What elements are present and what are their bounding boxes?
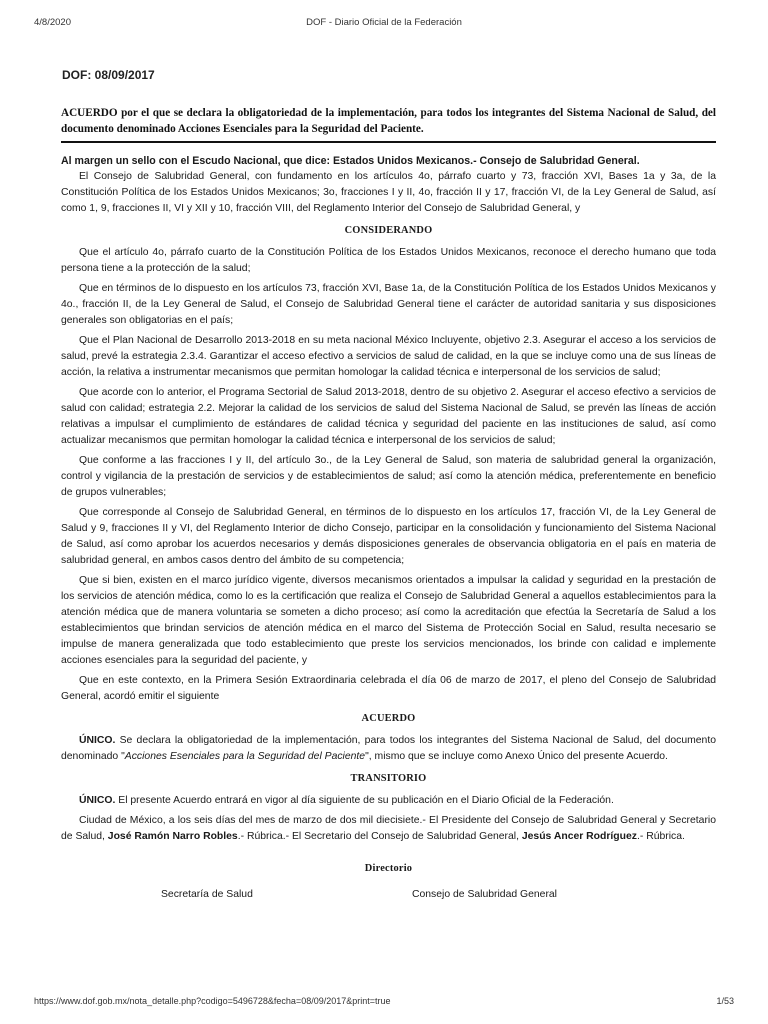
source-url: https://www.dof.gob.mx/nota_detalle.php?codigo=5496728&fecha=08/09/2017&print=true	[34, 996, 391, 1006]
unico-text: Se declara la obligatoriedad de la implementación, para todos los integrantes del Sistema Nacional de Salud, del documento denominado "	[61, 735, 716, 762]
considerando-paragraph: Que conforme a las fracciones I y II, del artículo 3o., de la Ley General de Salud, son materia de salubridad general la organización, control y vigilancia de la prestación de servicios y de establecimientos de salud; así como la atención médica, preferentemente en beneficio de grupos vulnerables;	[61, 455, 716, 498]
considerando-paragraph: Que el Plan Nacional de Desarrollo 2013-2018 en su meta nacional México Incluyente, objetivo 2.3. Asegurar el acceso a los servicios de salud, prevé la estrategia 2.3.4. Garantizar el acceso efectivo a servicios de salud de calidad, en la que se incluye como una de sus líneas de acción, la relativa a instrumentar mecanismos que permitan homologar la calidad técnica e interpersonal de los servicios de salud;	[61, 335, 716, 378]
unico-paragraph	[61, 733, 716, 765]
signatory-name: José Ramón Narro Robles	[107, 831, 238, 842]
closing-text: Ciudad de México, a los seis días del mes de marzo de dos mil diecisiete.- El Presidente del Consejo de Salubridad General y Secretario de Salud,	[61, 815, 716, 842]
transitorio-heading: TRANSITORIO	[350, 773, 427, 784]
directorio-secretaria: Secretaría de Salud	[161, 889, 253, 900]
page-header	[34, 15, 734, 29]
directorio-consejo: Consejo de Salubridad General	[412, 889, 557, 900]
signatory-name: Jesús Ancer Rodríguez	[521, 831, 637, 842]
closing-text: .- Rúbrica.	[636, 831, 685, 842]
closing-text: .- Rúbrica.- El Secretario del Consejo de Salubridad General,	[237, 831, 522, 842]
unico-label: ÚNICO.	[79, 735, 116, 746]
dof-date: DOF: 08/09/2017	[62, 68, 155, 82]
margin-note: Al margen un sello con el Escudo Nacional, que dice: Estados Unidos Mexicanos.- Consejo de Salubridad General.	[61, 155, 640, 167]
print-date: 4/8/2020	[34, 17, 71, 28]
considerando-paragraph: Que el artículo 4o, párrafo cuarto de la Constitución Política de los Estados Unidos Mexicanos, reconoce el derecho humano que toda persona tiene a la protección de la salud;	[61, 247, 716, 274]
considerando-paragraph: Que en términos de lo dispuesto en los artículos 73, fracción XVI, Base 1a, de la Constitución Política de los Estados Unidos Mexicanos y 4o., fracción II, de la Ley General de Salud, el Consejo de Salubridad General tiene el carácter de autoridad sanitaria y sus disposiciones generales son obligatorias en el país;	[61, 283, 716, 326]
unico-document-name: Acciones Esenciales para la Seguridad del Paciente	[124, 751, 366, 762]
print-title: DOF - Diario Oficial de la Federación	[306, 17, 462, 28]
considerando-heading: CONSIDERANDO	[344, 225, 433, 236]
transitorio-label: ÚNICO.	[79, 795, 116, 806]
considerando-paragraph: Que acorde con lo anterior, el Programa Sectorial de Salud 2013-2018, dentro de su objetivo 2. Asegurar el acceso efectivo a servicios de salud con calidad; estrategia 2.2. Mejorar la calidad de los servicios de salud del Sistema Nacional de Salud, se prevén las líneas de acción relativas a impulsar el cumplimiento de estándares de calidad técnica y seguridad del paciente en las instituciones de salud, así como actualizar mecanismos que permitan homologar la calidad técnica e interpersonal de los servicios de salud;	[61, 387, 716, 446]
page-number: 1/53	[716, 996, 734, 1006]
transitorio-paragraph	[61, 793, 716, 809]
considerando-paragraph: Que si bien, existen en el marco jurídico vigente, diversos mecanismos orientados a impulsar la calidad y seguridad en la prestación de los servicios de atención médica, como lo es la certificación que realiza el Consejo de Salubridad General a aquellos establecimientos para la atención médica que de manera voluntaria se someten a dicho proceso; así como la acreditación que efectúa la Secretaría de Salud a los establecimientos que brindan servicios de atención médica en el marco del Sistema de Protección Social en Salud, resulta necesario se impulse de manera generalizada que todo establecimiento que preste los servicios mencionados, los brinde con calidad e implemente acciones esenciales para la seguridad del paciente, y	[61, 575, 716, 666]
directorio-row	[61, 887, 716, 903]
document-body	[61, 105, 716, 903]
closing-paragraph	[61, 813, 716, 845]
page-footer	[34, 993, 734, 1007]
considerando-paragraph: Que en este contexto, en la Primera Sesión Extraordinaria celebrada el día 06 de marzo de 2017, el pleno del Consejo de Salubridad General, acordó emitir el siguiente	[61, 675, 716, 702]
transitorio-text: El presente Acuerdo entrará en vigor al día siguiente de su publicación en el Diario Oficial de la Federación.	[115, 795, 614, 806]
considerando-paragraph: Que corresponde al Consejo de Salubridad General, en términos de lo dispuesto en los artículos 17, fracción VI, de la Ley General de Salud y 9, fracciones II y VI, del Reglamento Interior de dicho Consejo, participar en la consolidación y funcionamiento del Sistema Nacional de Salud, así como aprobar los acuerdos necesarios y demás disposiciones generales de observancia obligatoria en el país en materia de salubridad general, en ambos casos dentro del ámbito de su competencia;	[61, 507, 716, 566]
unico-text-end: ", mismo que se incluye como Anexo Único del presente Acuerdo.	[365, 751, 668, 762]
acuerdo-heading: ACUERDO	[361, 713, 416, 724]
directorio-heading: Directorio	[364, 863, 413, 874]
acuerdo-title: ACUERDO por el que se declara la obligatoriedad de la implementación, para todos los integrantes del Sistema Nacional de Salud, del documento denominado Acciones Esenciales para la Seguridad del Paciente.	[61, 105, 716, 143]
intro-paragraph: El Consejo de Salubridad General, con fundamento en los artículos 4o, párrafo cuarto y 73, fracción XVI, Bases 1a y 3a, de la Constitución Política de los Estados Unidos Mexicanos; 3o, fracciones I y II, 4o, fracción II y 17, fracción VI, de la Ley General de Salud, así como 1, 9, fracciones II, VI y XII y 10, fracción VIII, del Reglamento Interior del Consejo de Salubridad General, y	[61, 171, 716, 214]
